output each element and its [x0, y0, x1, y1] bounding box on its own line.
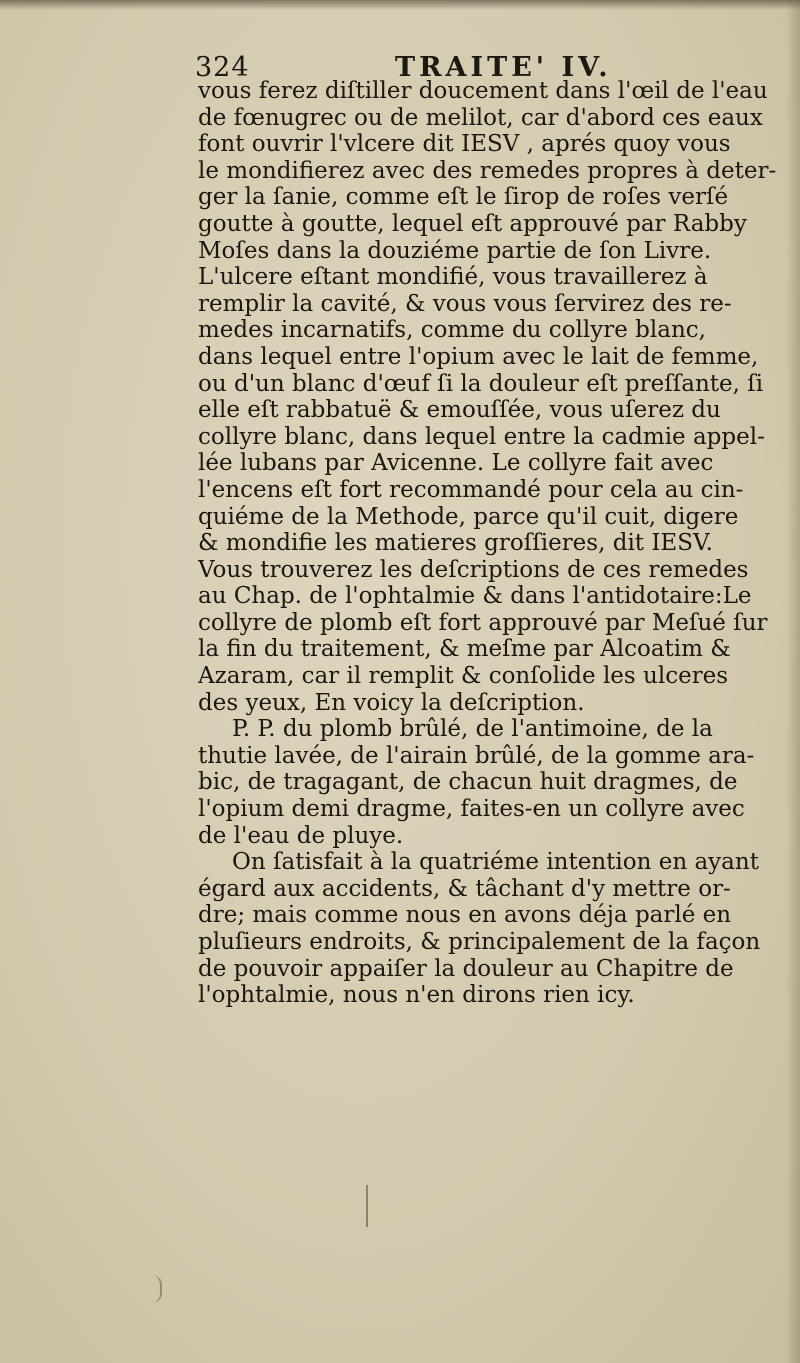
text-line: goutte à goutte, lequel eſt approuvé par Rabby: [198, 210, 747, 237]
text-line: l'encens eſt fort recommandé pour cela au cin-: [198, 476, 744, 503]
text-line: ou d'un blanc d'œuf ſi la douleur eſt preſſante, ſi: [198, 370, 764, 397]
text-line: thutie lavée, de l'airain brûlé, de la gomme ara-: [198, 742, 755, 769]
text-line: & mondifie les matieres groſſieres, dit IESV.: [198, 530, 713, 557]
text-line: vous ferez diſtiller doucement dans l'œil de l'eau: [198, 78, 768, 104]
text-line: elle eſt rabbatuë & emouſſée, vous uſerez du: [198, 397, 721, 424]
text-line: Azaram, car il remplit & conſolide les ulceres: [198, 663, 729, 690]
body-text: [198, 78, 794, 1009]
running-title: TRAITE' IV.: [395, 52, 612, 83]
text-line: quiéme de la Methode, parce qu'il cuit, digere: [198, 503, 739, 530]
text-line: dre; mais comme nous en avons déja parlé en: [198, 902, 732, 929]
page-number: 324: [195, 52, 250, 83]
text-line: l'ophtalmie, nous n'en dirons rien icy.: [198, 982, 635, 1009]
text-line: Vous trouverez les deſcriptions de ces remedes: [198, 556, 749, 583]
text-line: L'ulcere eſtant mondifié, vous travaillerez à: [198, 264, 708, 291]
text-line: ger la ſanie, comme eſt le ſirop de roſes verſé: [198, 184, 729, 211]
text-line: P. P. du plomb brûlé, de l'antimoine, de la: [232, 716, 713, 743]
text-line: Moſes dans la douziéme partie de ſon Livre.: [198, 237, 712, 264]
ink-mark: [366, 1185, 368, 1227]
text-line: remplir la cavité, & vous vous ſervirez des re-: [198, 290, 732, 317]
text-line: medes incarnatifs, comme du collyre blanc,: [198, 317, 706, 344]
text-line: de pouvoir appaiſer la douleur au Chapitre de: [198, 955, 734, 982]
text-line: On ſatisfait à la quatriéme intention en ayant: [232, 849, 759, 876]
text-line: de fœnugrec ou de melilot, car d'abord ces eaux: [198, 104, 763, 131]
text-line: dans lequel entre l'opium avec le lait de femme,: [198, 343, 759, 370]
text-line: font ouvrir l'vlcere dit IESV , aprés quoy vous: [198, 131, 731, 158]
text-line: collyre blanc, dans lequel entre la cadmie appel-: [198, 423, 765, 450]
text-line: lée lubans par Avicenne. Le collyre fait avec: [198, 450, 714, 477]
text-line: des yeux, En voicy la deſcription.: [198, 689, 585, 716]
text-line: pluſieurs endroits, & principalement de la façon: [198, 929, 761, 955]
text-line: collyre de plomb eſt fort approuvé par Meſué ſur: [198, 609, 768, 636]
text-line: la fin du traitement, & meſme par Alcoatim &: [198, 636, 731, 663]
text-line: l'opium demi dragme, faites-en un collyre avec: [198, 796, 745, 823]
page-top-shadow: [0, 0, 800, 10]
text-line: le mondifierez avec des remedes propres à deter-: [198, 157, 777, 184]
text-line: de l'eau de pluye.: [198, 822, 404, 849]
text-line: au Chap. de l'ophtalmie & dans l'antidotaire:Le: [198, 583, 752, 610]
text-line: égard aux accidents, & tâchant d'y mettre or-: [198, 875, 731, 902]
text-line: bic, de tragagant, de chacun huit dragmes, de: [198, 769, 738, 796]
ink-mark: [150, 1275, 162, 1303]
